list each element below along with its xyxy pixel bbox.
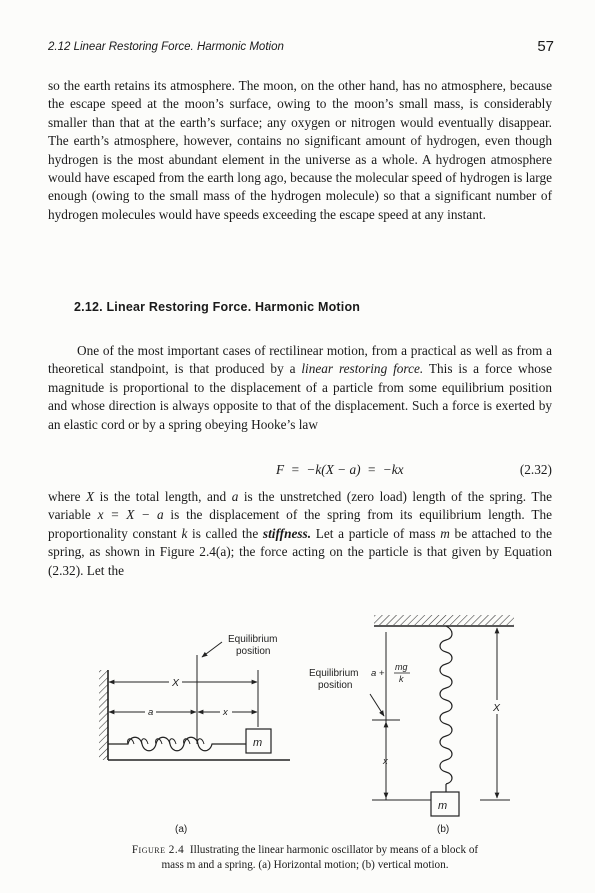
equation-number: (2.32) — [519, 462, 552, 477]
equilibrium-label-b-2: position — [318, 680, 353, 691]
vertical-spring — [440, 626, 452, 784]
figure-caption-line2: mass m and a spring. (a) Horizontal motion; (b) vertical motion. — [161, 859, 449, 871]
paragraph-text: where — [48, 489, 86, 504]
paragraph-atmosphere: so the earth retains its atmosphere. The moon, on the other hand, has no atmosphere, because the escape speed at the moon’s surface, owing to the moon’s small mass, is considerably smaller than that at the earth’s surface; any oxygen or nitrogen would eventually disappear. The earth’s atmosphere, however, contains no significant amount of hydrogen, even though hydrogen is the most abundant element in the universe as a whole. A hydrogen atmosphere would have escaped from the earth long ago, because the molecular speed of hydrogen is large enough (owing to the small mass of the hydrogen molecule) so that a significant number of hydrogen molecules would have speeds exceeding the escape speed at any instant. — [48, 78, 552, 222]
math-variable: x = X − a — [97, 507, 164, 523]
paragraph-text: This is a force whose magnitude is proportional to the displacement of a particle from some equilibrium position and whose direction is always opposite to that of the displacement. Such a force is exerted by an elastic cord or by a spring obeying Hooke’s law — [48, 361, 553, 432]
a-label-a: a — [148, 707, 154, 718]
figure-2-4 — [0, 600, 595, 860]
equilibrium-label-a-2: position — [236, 646, 271, 657]
equation-body: F = −k(X − a) = −kx — [276, 462, 404, 477]
panel-b-label: (b) — [437, 824, 450, 835]
X-label-a: X — [172, 677, 180, 689]
section-heading: 2.12. Linear Restoring Force. Harmonic Motion — [74, 300, 361, 314]
a-plus-label: a + — [371, 668, 385, 679]
equilibrium-pointer — [202, 642, 222, 657]
x-label-a: x — [223, 707, 228, 718]
running-head-section: 2.12 Linear Restoring Force. Harmonic Motion — [48, 41, 284, 53]
paragraph-text: is called the — [187, 525, 263, 541]
paragraph-text: Let a particle of mass — [311, 525, 441, 541]
figure-caption-label: Figure 2.4 — [131, 844, 185, 856]
k-label: k — [399, 674, 404, 684]
paragraph-text: is the unstretched (zero load) length of the spring. The variable — [48, 489, 553, 523]
x-label-b: x — [383, 756, 388, 767]
running-head — [48, 38, 554, 58]
horizontal-spring — [108, 737, 226, 751]
ceiling-hatching — [374, 615, 514, 625]
paragraph-definitions — [48, 488, 552, 580]
paragraph-text: be attached to the spring, as shown in Figure 2.4(a); the force acting on the particle is that given by Equation (2.32). Let the — [48, 525, 553, 578]
paragraph-text: is the total length, and — [94, 489, 232, 504]
emphasis-term: linear restoring force. — [301, 361, 424, 377]
spring-coils — [128, 739, 204, 744]
X-label-b: X — [493, 702, 501, 714]
math-variable: a — [231, 489, 239, 504]
panel-b — [309, 615, 514, 816]
paragraph-text: is the displacement of the spring from its equilibrium length. The proportionality constant — [48, 507, 552, 541]
wall-hatching — [99, 670, 108, 760]
equation-2-32 — [48, 462, 552, 482]
mg-label: mg — [395, 662, 408, 672]
equilibrium-label-a-1: Equilibrium — [228, 634, 278, 645]
math-variable: k — [181, 525, 188, 541]
math-variable: X — [86, 489, 95, 504]
equilibrium-pointer-b — [370, 694, 384, 716]
figure-caption-line1: Illustrating the linear harmonic oscillator by means of a block of — [189, 844, 479, 856]
mass-label-b: m — [438, 800, 448, 812]
page-number: 57 — [537, 38, 554, 55]
paragraph-text: One of the most important cases of rectilinear motion, from a practical as well as from a theoretical standpoint, is that produced by a — [48, 343, 552, 377]
math-variable: m — [440, 525, 450, 541]
panel-a — [99, 634, 290, 760]
mass-label-a: m — [253, 737, 263, 749]
panel-a-label: (a) — [175, 824, 188, 835]
emphasis-term: stiffness. — [262, 525, 312, 541]
figure-caption — [70, 843, 540, 873]
paragraph-restoring-force — [48, 342, 552, 434]
equilibrium-label-b-1: Equilibrium — [309, 668, 359, 679]
figure-drawing — [0, 600, 595, 845]
